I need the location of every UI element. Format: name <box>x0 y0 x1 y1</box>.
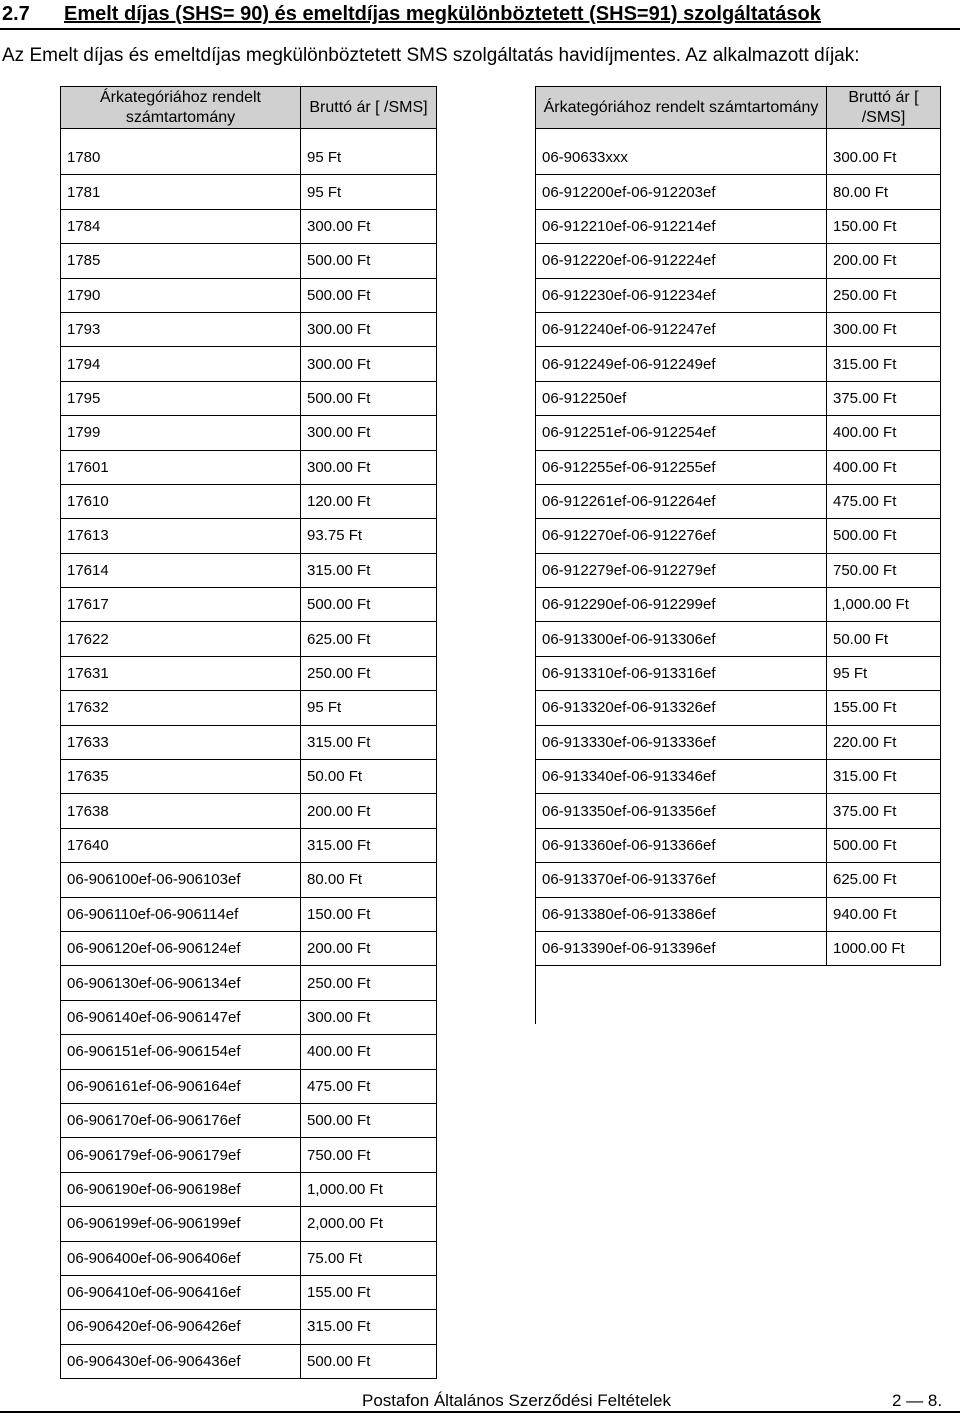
price-cell: 300.00 Ft <box>301 1000 437 1034</box>
table-row <box>61 897 437 931</box>
table-row <box>61 691 437 725</box>
number-range-cell: 06-906120ef-06-906124ef <box>61 931 301 965</box>
number-range-cell: 06-912255ef-06-912255ef <box>536 450 827 484</box>
price-cell: 315.00 Ft <box>301 828 437 862</box>
spacer-cell <box>536 129 827 141</box>
number-range-cell: 1795 <box>61 381 301 415</box>
price-cell: 155.00 Ft <box>827 691 941 725</box>
price-cell: 375.00 Ft <box>827 794 941 828</box>
table-row <box>61 141 437 175</box>
price-cell: 95 Ft <box>301 141 437 175</box>
price-cell: 500.00 Ft <box>301 278 437 312</box>
number-range-cell: 06-912240ef-06-912247ef <box>536 312 827 346</box>
number-range-cell: 06-913390ef-06-913396ef <box>536 931 827 965</box>
number-range-cell: 17610 <box>61 484 301 518</box>
header-number-range: Árkategóriához rendelt számtartomány <box>536 87 827 129</box>
price-cell: 200.00 Ft <box>301 794 437 828</box>
table-row <box>536 863 941 897</box>
number-range-cell: 17635 <box>61 760 301 794</box>
table-row <box>61 1103 437 1137</box>
price-cell: 120.00 Ft <box>301 484 437 518</box>
number-range-cell: 06-906179ef-06-906179ef <box>61 1138 301 1172</box>
table-row <box>61 1275 437 1309</box>
table-row <box>61 1000 437 1034</box>
header-number-range: Árkategóriához rendelt számtartomány <box>61 87 301 129</box>
table-row <box>61 484 437 518</box>
table-row <box>61 725 437 759</box>
table-row <box>536 381 941 415</box>
price-cell: 150.00 Ft <box>301 897 437 931</box>
price-cell: 500.00 Ft <box>301 1103 437 1137</box>
price-cell: 315.00 Ft <box>301 1310 437 1344</box>
table-row <box>536 691 941 725</box>
header-spacer-row <box>61 129 437 141</box>
number-range-cell: 06-906161ef-06-906164ef <box>61 1069 301 1103</box>
number-range-cell: 17613 <box>61 519 301 553</box>
price-cell: 250.00 Ft <box>827 278 941 312</box>
price-cell: 75.00 Ft <box>301 1241 437 1275</box>
price-cell: 500.00 Ft <box>827 828 941 862</box>
number-range-cell: 1799 <box>61 416 301 450</box>
table-row <box>61 622 437 656</box>
price-cell: 50.00 Ft <box>827 622 941 656</box>
section-number: 2.7 <box>2 3 30 25</box>
price-cell: 300.00 Ft <box>301 450 437 484</box>
table-row <box>61 1172 437 1206</box>
price-cell: 150.00 Ft <box>827 209 941 243</box>
table-row <box>536 450 941 484</box>
price-cell: 95 Ft <box>827 656 941 690</box>
price-cell: 300.00 Ft <box>827 312 941 346</box>
section-title: Emelt díjas (SHS= 90) és emeltdíjas megkülönböztetett (SHS=91) szolgáltatások <box>64 3 821 25</box>
table-row <box>536 725 941 759</box>
number-range-cell: 17622 <box>61 622 301 656</box>
table-row <box>61 175 437 209</box>
table-row <box>61 381 437 415</box>
price-cell: 50.00 Ft <box>301 760 437 794</box>
table-row <box>536 175 941 209</box>
price-cell: 475.00 Ft <box>301 1069 437 1103</box>
price-cell: 95 Ft <box>301 175 437 209</box>
number-range-cell: 06-906430ef-06-906436ef <box>61 1344 301 1378</box>
table-row <box>536 484 941 518</box>
table-row <box>536 828 941 862</box>
table-row <box>536 244 941 278</box>
number-range-cell: 06-913380ef-06-913386ef <box>536 897 827 931</box>
price-cell: 200.00 Ft <box>301 931 437 965</box>
price-cell: 2,000.00 Ft <box>301 1207 437 1241</box>
number-range-cell: 06-90633xxx <box>536 141 827 175</box>
number-range-cell: 06-906170ef-06-906176ef <box>61 1103 301 1137</box>
table-row <box>61 1069 437 1103</box>
table-header-row <box>61 87 437 129</box>
number-range-cell: 06-912220ef-06-912224ef <box>536 244 827 278</box>
number-range-cell: 06-913360ef-06-913366ef <box>536 828 827 862</box>
number-range-cell: 06-906151ef-06-906154ef <box>61 1035 301 1069</box>
price-cell: 400.00 Ft <box>827 450 941 484</box>
table-row <box>61 1138 437 1172</box>
table-row <box>536 519 941 553</box>
table-row <box>61 863 437 897</box>
number-range-cell: 1784 <box>61 209 301 243</box>
spacer-cell <box>301 129 437 141</box>
number-range-cell: 17614 <box>61 553 301 587</box>
table-row <box>61 1310 437 1344</box>
left-table-body <box>61 129 437 1379</box>
price-cell: 300.00 Ft <box>301 416 437 450</box>
table-row <box>61 278 437 312</box>
table-row <box>61 794 437 828</box>
number-range-cell: 06-906420ef-06-906426ef <box>61 1310 301 1344</box>
price-cell: 400.00 Ft <box>827 416 941 450</box>
table-row <box>536 278 941 312</box>
table-border-extension <box>535 962 536 1024</box>
table-row <box>536 312 941 346</box>
header-gross-price: Bruttó ár [ /SMS] <box>827 87 941 129</box>
price-cell: 250.00 Ft <box>301 656 437 690</box>
number-range-cell: 06-906140ef-06-906147ef <box>61 1000 301 1034</box>
price-cell: 500.00 Ft <box>301 588 437 622</box>
table-row <box>536 656 941 690</box>
number-range-cell: 06-906190ef-06-906198ef <box>61 1172 301 1206</box>
number-range-cell: 17631 <box>61 656 301 690</box>
number-range-cell: 1780 <box>61 141 301 175</box>
table-row <box>61 450 437 484</box>
table-row <box>61 588 437 622</box>
table-row <box>61 931 437 965</box>
number-range-cell: 1793 <box>61 312 301 346</box>
number-range-cell: 17638 <box>61 794 301 828</box>
number-range-cell: 17640 <box>61 828 301 862</box>
footer-page-number: 2 — 8. <box>892 1391 943 1410</box>
table-row <box>61 347 437 381</box>
price-cell: 500.00 Ft <box>827 519 941 553</box>
number-range-cell: 17601 <box>61 450 301 484</box>
price-cell: 315.00 Ft <box>301 553 437 587</box>
number-range-cell: 17633 <box>61 725 301 759</box>
price-cell: 750.00 Ft <box>827 553 941 587</box>
table-row <box>536 588 941 622</box>
number-range-cell: 06-912210ef-06-912214ef <box>536 209 827 243</box>
price-cell: 80.00 Ft <box>301 863 437 897</box>
price-cell: 500.00 Ft <box>301 244 437 278</box>
number-range-cell: 06-913300ef-06-913306ef <box>536 622 827 656</box>
number-range-cell: 06-912250ef <box>536 381 827 415</box>
price-cell: 93.75 Ft <box>301 519 437 553</box>
number-range-cell: 1790 <box>61 278 301 312</box>
number-range-cell: 1785 <box>61 244 301 278</box>
right-price-table <box>535 86 941 966</box>
price-cell: 300.00 Ft <box>827 141 941 175</box>
table-row <box>536 141 941 175</box>
number-range-cell: 06-912290ef-06-912299ef <box>536 588 827 622</box>
price-cell: 500.00 Ft <box>301 1344 437 1378</box>
number-range-cell: 06-913370ef-06-913376ef <box>536 863 827 897</box>
price-cell: 300.00 Ft <box>301 209 437 243</box>
price-cell: 250.00 Ft <box>301 966 437 1000</box>
table-row <box>61 656 437 690</box>
number-range-cell: 06-912270ef-06-912276ef <box>536 519 827 553</box>
number-range-cell: 06-906199ef-06-906199ef <box>61 1207 301 1241</box>
table-row <box>61 1035 437 1069</box>
price-cell: 1000.00 Ft <box>827 931 941 965</box>
price-cell: 625.00 Ft <box>827 863 941 897</box>
table-row <box>61 966 437 1000</box>
number-range-cell: 06-913330ef-06-913336ef <box>536 725 827 759</box>
intro-paragraph: Az Emelt díjas és emeltdíjas megkülönböztetett SMS szolgáltatás havidíjmentes. Az alkalmazott díjak: <box>2 45 860 66</box>
table-row <box>536 209 941 243</box>
price-cell: 475.00 Ft <box>827 484 941 518</box>
table-row <box>61 1207 437 1241</box>
table-row <box>536 931 941 965</box>
table-row <box>536 553 941 587</box>
table-row <box>61 416 437 450</box>
table-row <box>61 244 437 278</box>
table-row <box>61 760 437 794</box>
table-row <box>61 1344 437 1378</box>
price-cell: 940.00 Ft <box>827 897 941 931</box>
number-range-cell: 17632 <box>61 691 301 725</box>
number-range-cell: 06-912200ef-06-912203ef <box>536 175 827 209</box>
number-range-cell: 06-912249ef-06-912249ef <box>536 347 827 381</box>
left-price-table <box>60 86 437 1379</box>
table-row <box>61 209 437 243</box>
table-row <box>61 1241 437 1275</box>
table-row <box>536 760 941 794</box>
table-row <box>61 519 437 553</box>
number-range-cell: 06-906400ef-06-906406ef <box>61 1241 301 1275</box>
table-row <box>536 622 941 656</box>
price-cell: 200.00 Ft <box>827 244 941 278</box>
price-cell: 400.00 Ft <box>301 1035 437 1069</box>
number-range-cell: 06-912230ef-06-912234ef <box>536 278 827 312</box>
price-cell: 625.00 Ft <box>301 622 437 656</box>
number-range-cell: 06-912261ef-06-912264ef <box>536 484 827 518</box>
price-cell: 750.00 Ft <box>301 1138 437 1172</box>
number-range-cell: 06-912251ef-06-912254ef <box>536 416 827 450</box>
spacer-cell <box>61 129 301 141</box>
number-range-cell: 06-912279ef-06-912279ef <box>536 553 827 587</box>
price-cell: 315.00 Ft <box>827 760 941 794</box>
number-range-cell: 06-906410ef-06-906416ef <box>61 1275 301 1309</box>
number-range-cell: 1794 <box>61 347 301 381</box>
table-row <box>536 416 941 450</box>
price-cell: 375.00 Ft <box>827 381 941 415</box>
price-cell: 500.00 Ft <box>301 381 437 415</box>
table-header-row <box>536 87 941 129</box>
number-range-cell: 06-906130ef-06-906134ef <box>61 966 301 1000</box>
price-cell: 155.00 Ft <box>301 1275 437 1309</box>
price-cell: 315.00 Ft <box>827 347 941 381</box>
number-range-cell: 06-913340ef-06-913346ef <box>536 760 827 794</box>
price-cell: 1,000.00 Ft <box>301 1172 437 1206</box>
footer-rule <box>0 1411 960 1413</box>
number-range-cell: 06-906110ef-06-906114ef <box>61 897 301 931</box>
price-cell: 80.00 Ft <box>827 175 941 209</box>
price-cell: 300.00 Ft <box>301 347 437 381</box>
number-range-cell: 17617 <box>61 588 301 622</box>
price-cell: 1,000.00 Ft <box>827 588 941 622</box>
footer-title: Postafon Általános Szerződési Feltételek <box>362 1391 672 1410</box>
table-row <box>536 347 941 381</box>
number-range-cell: 06-913350ef-06-913356ef <box>536 794 827 828</box>
price-cell: 315.00 Ft <box>301 725 437 759</box>
number-range-cell: 06-913320ef-06-913326ef <box>536 691 827 725</box>
spacer-cell <box>827 129 941 141</box>
right-table-body <box>536 129 941 966</box>
header-spacer-row <box>536 129 941 141</box>
number-range-cell: 06-906100ef-06-906103ef <box>61 863 301 897</box>
price-cell: 300.00 Ft <box>301 312 437 346</box>
price-cell: 95 Ft <box>301 691 437 725</box>
section-heading <box>0 0 960 30</box>
number-range-cell: 06-913310ef-06-913316ef <box>536 656 827 690</box>
header-gross-price: Bruttó ár [ /SMS] <box>301 87 437 129</box>
price-cell: 220.00 Ft <box>827 725 941 759</box>
table-row <box>61 553 437 587</box>
table-row <box>61 312 437 346</box>
number-range-cell: 1781 <box>61 175 301 209</box>
table-row <box>61 828 437 862</box>
table-row <box>536 794 941 828</box>
table-row <box>536 897 941 931</box>
